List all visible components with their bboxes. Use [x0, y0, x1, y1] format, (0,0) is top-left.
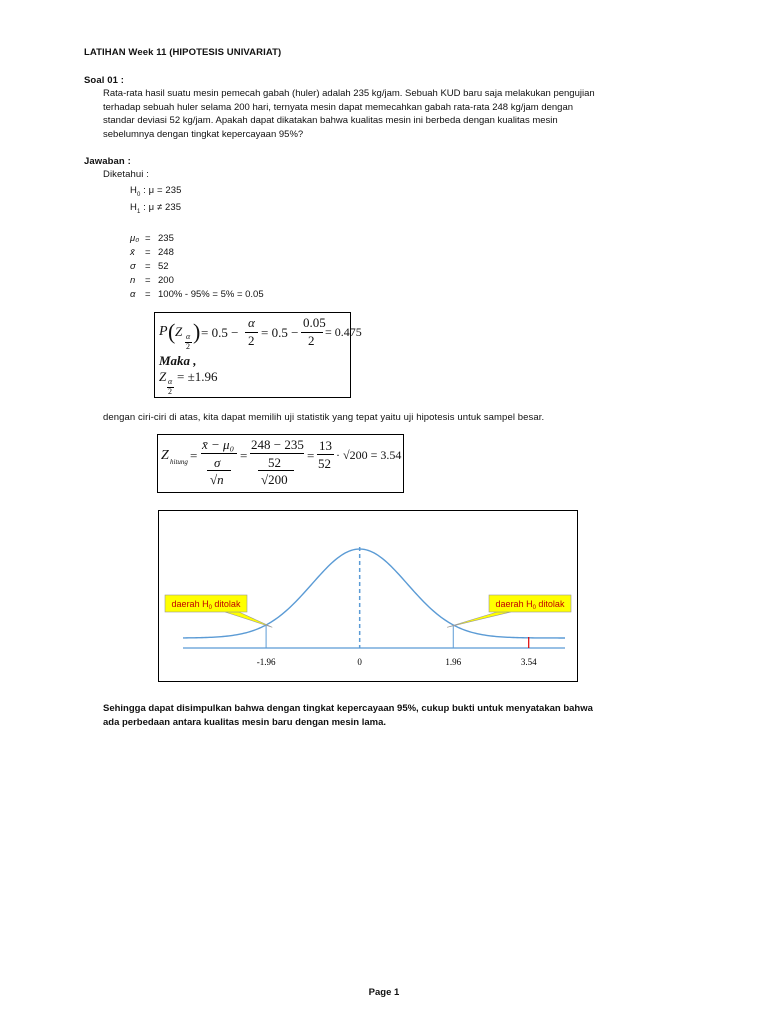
- z-symbol: Z: [159, 369, 167, 384]
- document-title: LATIHAN Week 11 (HIPOTESIS UNIVARIAT): [84, 47, 282, 58]
- given-eq: =: [145, 261, 151, 272]
- given-symbol: σ: [130, 261, 136, 272]
- given-value: 100% - 95% = 5% = 0.05: [158, 289, 264, 300]
- two-denominator: 2: [248, 333, 255, 348]
- fraction-bar: [207, 470, 231, 471]
- given-symbol: μ₀: [130, 233, 140, 244]
- equals-sign: =: [240, 448, 248, 463]
- jawaban-label: Jawaban :: [84, 156, 131, 167]
- fraction-bar: [317, 454, 334, 455]
- tick-label: 1.96: [445, 657, 462, 667]
- diketahui-label: Diketahui :: [103, 169, 149, 180]
- equals-sign: =: [190, 448, 198, 463]
- denominator-3: 52: [318, 456, 331, 471]
- given-value: 248: [158, 247, 174, 258]
- denominator-2b: √200: [261, 472, 288, 487]
- given-eq: =: [145, 247, 151, 258]
- soal-line: standar deviasi 52 kg/jam. Apakah dapat dikatakan bahwa kualitas mesin ini berbeda dengan kualitas mesin: [103, 115, 558, 126]
- fraction-bar: [201, 453, 237, 454]
- given-symbol: n: [130, 275, 136, 286]
- given-value: 235: [158, 233, 174, 244]
- soal-paragraph: [103, 87, 603, 141]
- normal-distribution-chart: [158, 510, 578, 682]
- formula-box-z-hitung: [157, 434, 404, 493]
- tick-label: -1.96: [256, 657, 276, 667]
- tick-label: 3.54: [520, 657, 537, 667]
- annotation-label: daerah $H_0$ ditolak: [171, 599, 241, 611]
- z-symbol: Z: [175, 324, 183, 339]
- given-eq: =: [145, 233, 151, 244]
- conclusion-line: Sehingga dapat disimpulkan bahwa dengan tingkat kepercayaan 95%, cukup bukti untuk menyatakan bahwa: [103, 703, 593, 714]
- given-eq: =: [145, 289, 151, 300]
- hypothesis-h1: $H_1$ : μ ≠ 235: [130, 202, 182, 215]
- annotation-label: daerah $H_0$ ditolak: [495, 599, 565, 611]
- result-value: = 0.475: [325, 325, 362, 339]
- alpha-sub: α: [186, 332, 191, 341]
- fraction-bar: [258, 470, 294, 471]
- open-paren: (: [168, 319, 176, 344]
- two-sub: 2: [168, 387, 172, 396]
- alpha-value-numerator: 0.05: [303, 315, 326, 330]
- formula-box-critical-z: [154, 312, 362, 398]
- annotation-pointer: [447, 612, 511, 627]
- maka-label: Maka ,: [159, 353, 197, 368]
- conclusion-text: [103, 702, 593, 730]
- given-value: 52: [158, 261, 169, 272]
- soal-label: Soal 01 :: [84, 75, 124, 86]
- rhs-part-a: = 0.5 −: [201, 325, 239, 340]
- page-footer: Page 1: [368, 987, 400, 998]
- soal-line: terhadap sebuah huler selama 200 hari, ternyata mesin dapat memecahkan gabah rata-rata 248 kg/jam dengan: [103, 101, 574, 113]
- soal-line: Rata-rata hasil suatu mesin pemecah gabah (huler) adalah 235 kg/jam. Sebuah KUD baru saja melakukan pengujian: [103, 88, 595, 99]
- denominator-2: 52: [268, 455, 281, 470]
- two-sub: 2: [186, 342, 190, 351]
- alpha-numerator: α: [248, 315, 255, 330]
- rhs-part-b: = 0.5 −: [261, 325, 299, 340]
- hypothesis-h0: $H_0$ : μ = 235: [130, 185, 182, 198]
- denominator-1: σ: [214, 455, 221, 470]
- fraction-bar: [250, 453, 304, 454]
- given-symbol: α: [130, 289, 136, 300]
- prob-symbol: P: [159, 324, 168, 339]
- two-denominator: 2: [308, 333, 315, 348]
- z-symbol: Z: [161, 448, 169, 463]
- normal-curve: [183, 549, 565, 638]
- tick-label: 0: [357, 657, 362, 667]
- conclusion-line: ada perbedaan antara kualitas mesin baru dengan mesin lama.: [103, 717, 386, 728]
- statement-text: dengan ciri-ciri di atas, kita dapat memilih uji statistik yang tepat yaitu uji hipotesis untuk sampel besar.: [103, 412, 545, 423]
- given-value: 200: [158, 275, 174, 286]
- z-hitung-sub: hitung: [170, 458, 188, 466]
- numerator-3: 13: [319, 438, 332, 453]
- equals-sign: =: [307, 448, 315, 463]
- numerator-1: x̄ − μ₀: [202, 437, 235, 452]
- soal-line: sebelumnya dengan tingkat kepercayaan 95%?: [103, 128, 304, 140]
- close-paren: ): [193, 319, 201, 344]
- given-eq: =: [145, 275, 151, 286]
- alpha-sub: α: [168, 377, 173, 386]
- z-hitung-result: · √200 = 3.54: [336, 448, 402, 462]
- numerator-2: 248 − 235: [251, 437, 304, 452]
- annotation-pointer: [225, 612, 272, 627]
- denominator-1b: √n: [210, 472, 224, 487]
- given-symbol: x̄: [130, 247, 135, 258]
- critical-z-value: = ±1.96: [177, 369, 218, 384]
- chart-svg: [159, 511, 577, 681]
